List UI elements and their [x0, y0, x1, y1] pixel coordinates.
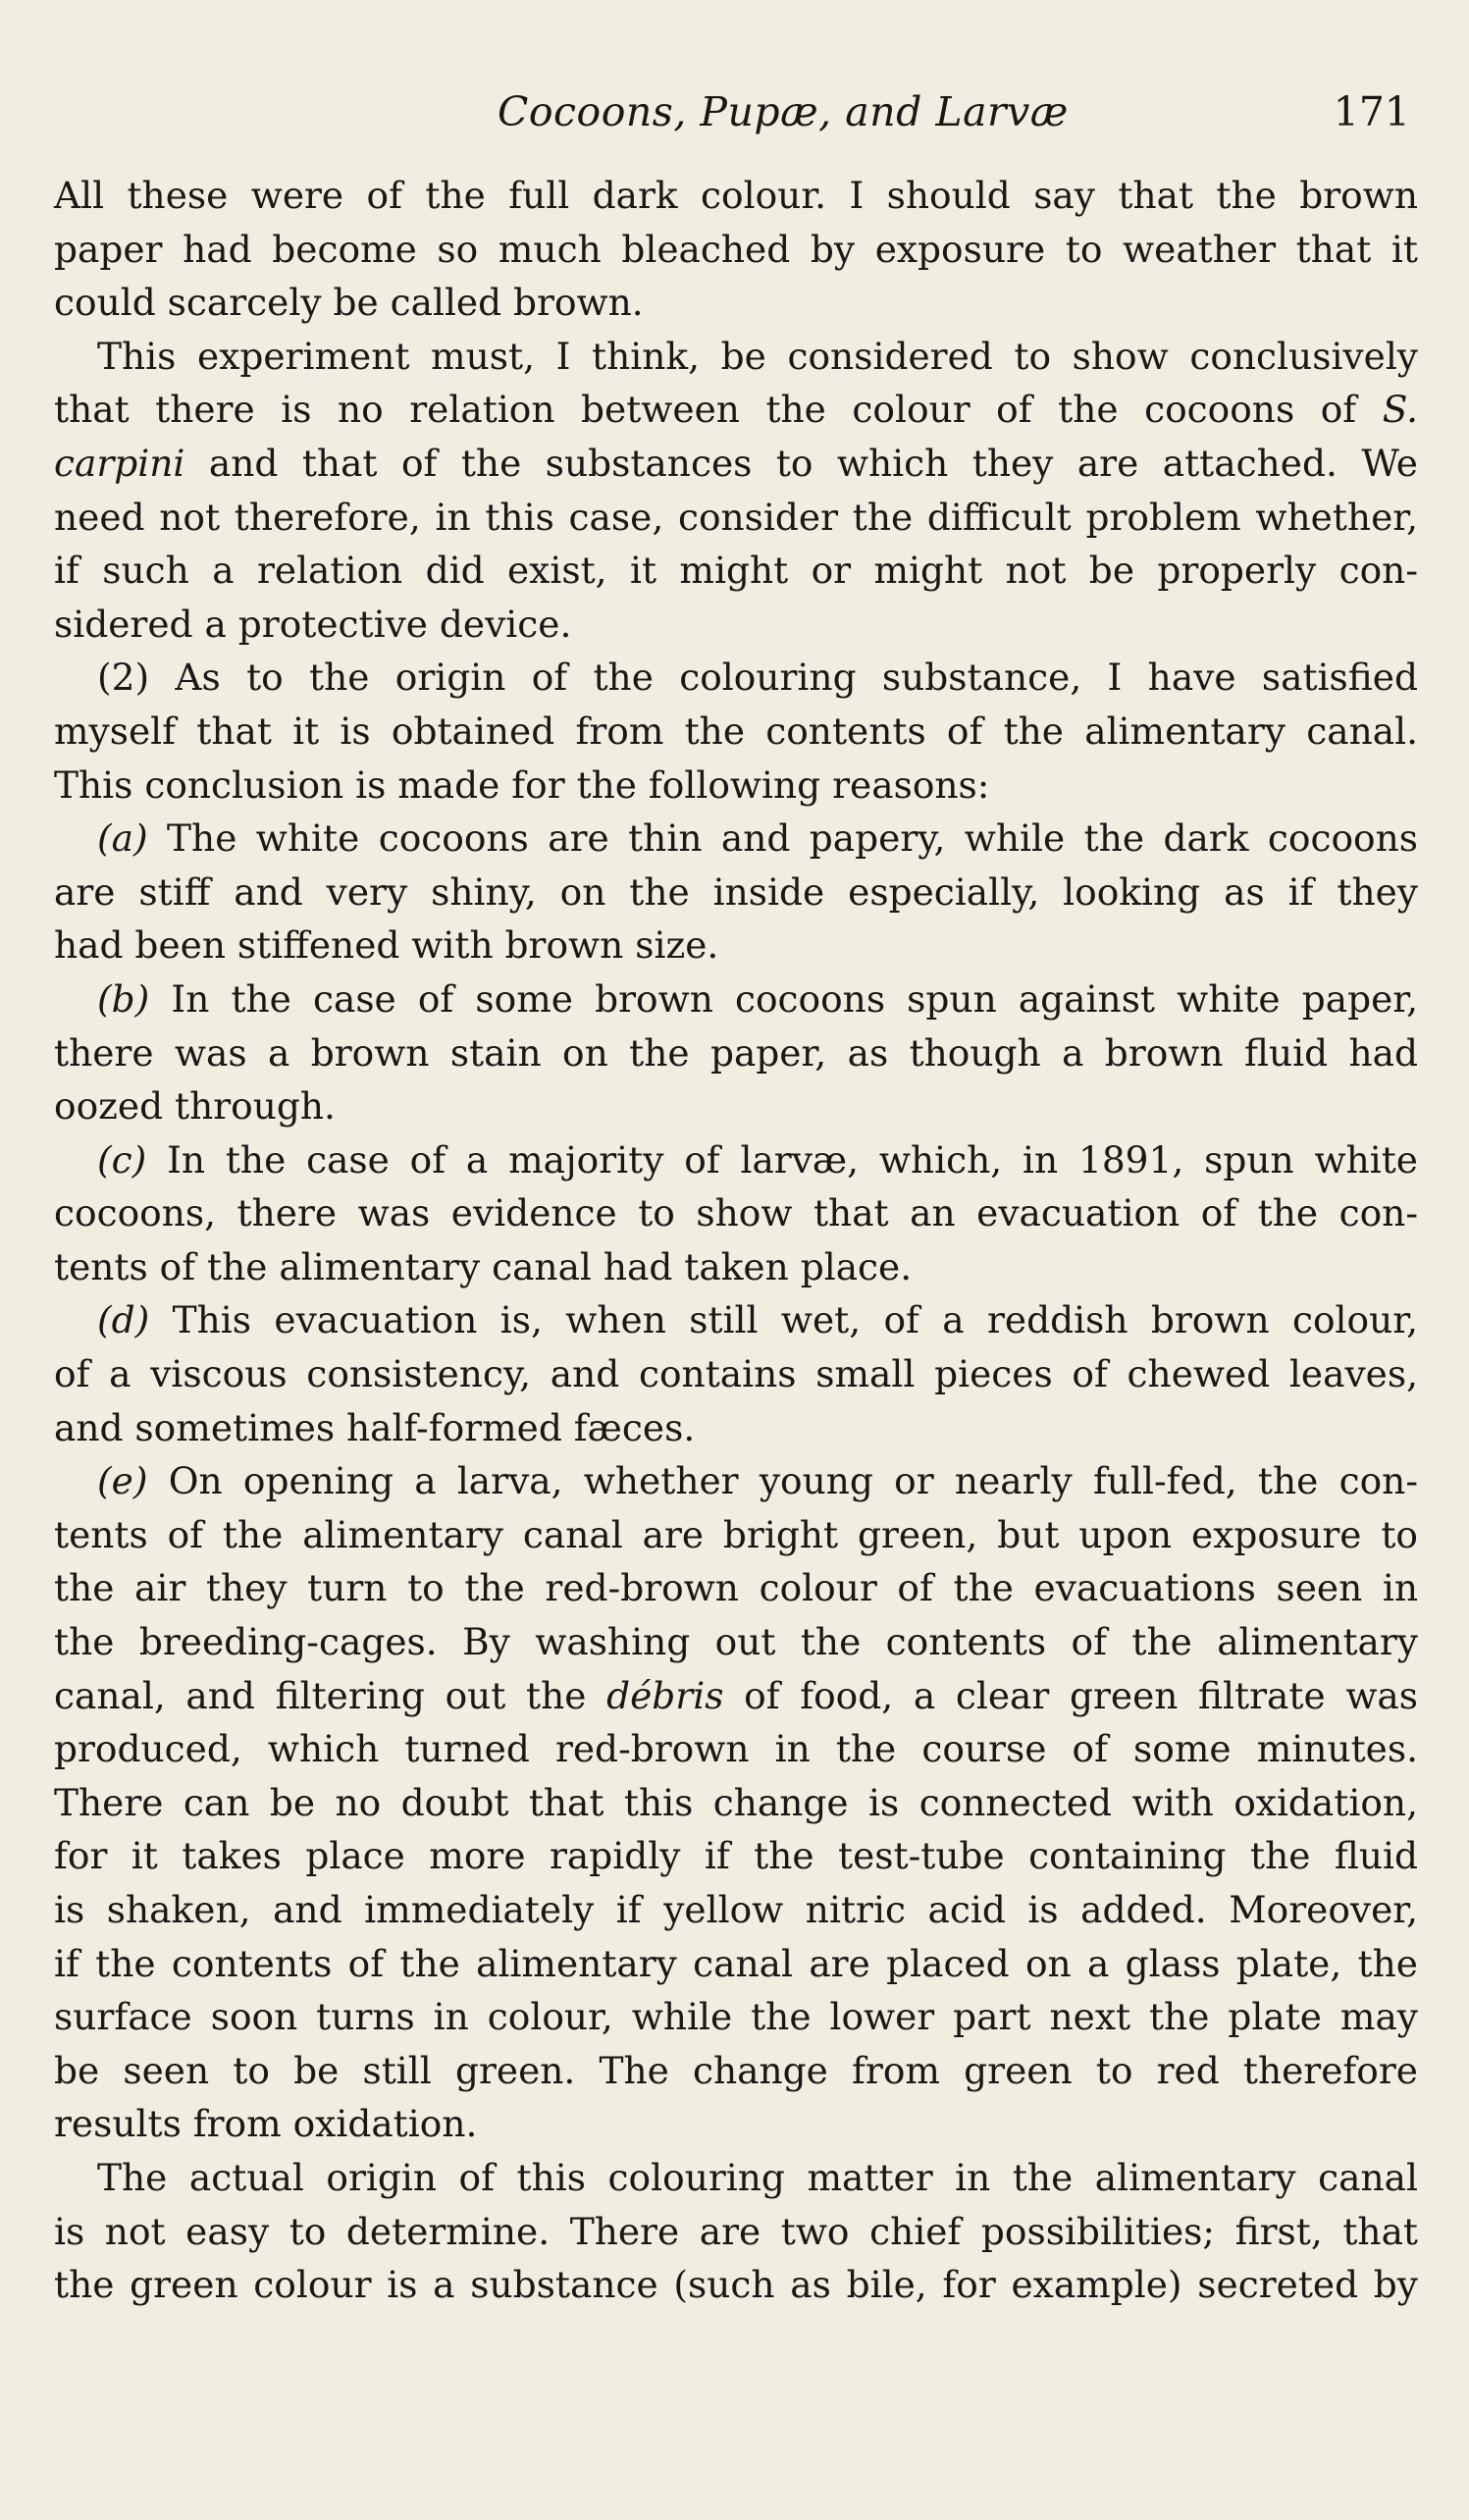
- text-line: if such a relation did exist, it might or might not be properly con-: [54, 549, 1418, 593]
- foreign-word: débris: [606, 1673, 724, 1717]
- text-line: This conclusion is made for the following reasons:: [54, 762, 990, 807]
- text-line: of a viscous consistency, and contains small pieces of chewed leaves,: [54, 1352, 1418, 1396]
- text-line: [54, 1133, 1418, 1187]
- text-fragment: In the case of a majority of larvæ, which, in 1891, spun white: [167, 1137, 1418, 1181]
- text-line: could scarcely be called brown.: [54, 281, 644, 325]
- text-line: results from oxidation.: [54, 2102, 478, 2146]
- text-line: the green colour is a substance (such as bile, for example) secreted by: [54, 2263, 1418, 2307]
- text-line: the air they turn to the red-brown colour of the evacuations seen in: [54, 1566, 1418, 1610]
- text-line: (2) As to the origin of the colouring substance, I have satisfied: [97, 656, 1418, 700]
- text-line: be seen to be still green. The change from green to red therefore: [54, 2048, 1418, 2092]
- text-line: produced, which turned red-brown in the course of some minutes.: [54, 1727, 1418, 1771]
- text-line: is not easy to determine. There are two chief possibilities; first, that: [54, 2209, 1418, 2253]
- text-line: [54, 437, 1418, 491]
- list-label: (d): [97, 1298, 150, 1342]
- text-line: are stiff and very shiny, on the inside especially, looking as if they: [54, 869, 1418, 914]
- text-line: oozed through.: [54, 1084, 336, 1129]
- text-fragment: This evacuation is, when still wet, of a reddish brown colour,: [172, 1298, 1418, 1342]
- text-line: [54, 330, 1418, 384]
- text-line: tents of the alimentary canal are bright green, but upon exposure to: [54, 1512, 1418, 1556]
- text-fragment: On opening a larva, whether young or nearly full-fed, the con-: [168, 1459, 1419, 1503]
- text-line: There can be no doubt that this change is connected with oxidation,: [54, 1780, 1418, 1824]
- text-line: need not therefore, in this case, consider the difficult problem whether,: [54, 495, 1418, 539]
- list-label: (e): [97, 1459, 148, 1503]
- text-line: cocoons, there was evidence to show that an evacuation of the con-: [54, 1191, 1418, 1235]
- text-fragment: and that of the substances to which they are attached. We: [208, 441, 1418, 485]
- text-line: tents of the alimentary canal had taken place.: [54, 1244, 913, 1288]
- species-name-fragment: S.: [1382, 388, 1419, 432]
- running-head: Cocoons, Pupæ, and Larvæ: [498, 88, 1069, 135]
- body-text: [54, 169, 1418, 2312]
- text-line: the breeding-cages. By washing out the contents of the alimentary: [54, 1620, 1418, 1664]
- text-line: myself that it is obtained from the contents of the alimentary canal.: [54, 709, 1418, 753]
- text-line: if the contents of the alimentary canal are placed on a glass plate, the: [54, 1941, 1418, 1985]
- text-fragment: canal, and filtering out the: [54, 1673, 587, 1717]
- text-line: and sometimes half-formed fæces.: [54, 1405, 696, 1449]
- text-fragment: The white cocoons are thin and papery, while the dark cocoons: [167, 816, 1418, 861]
- text-fragment: In the case of some brown cocoons spun against white paper,: [171, 976, 1418, 1021]
- text-line: sidered a protective device.: [54, 602, 572, 646]
- text-line: surface soon turns in colour, while the lower part next the plate may: [54, 1995, 1418, 2039]
- list-label: (a): [97, 816, 148, 861]
- text-line: is shaken, and immediately if yellow nitric acid is added. Moreover,: [54, 1888, 1418, 1931]
- text-line: [54, 812, 1418, 866]
- page-header: [54, 0, 1418, 169]
- text-fragment: that there is no relation between the colour of the cocoons of: [54, 388, 1357, 432]
- text-line: [54, 383, 1418, 437]
- text-line: All these were of the full dark colour. I should say that the brown: [54, 174, 1418, 217]
- text-line: there was a brown stain on the paper, as though a brown fluid had: [54, 1030, 1418, 1075]
- text-line: [54, 1454, 1418, 1508]
- text-line: The actual origin of this colouring matter in the alimentary canal: [97, 2155, 1418, 2199]
- species-name-fragment: carpini: [54, 441, 185, 485]
- text-line: [54, 972, 1418, 1026]
- text-line: for it takes place more rapidly if the test-tube containing the fluid: [54, 1834, 1418, 1878]
- page-number: 171: [1333, 88, 1410, 135]
- text-line: paper had become so much bleached by exposure to weather that it: [54, 227, 1418, 271]
- list-label: (b): [97, 976, 150, 1021]
- list-label: (c): [97, 1137, 147, 1181]
- text-fragment: of food, a clear green filtrate was: [744, 1673, 1419, 1717]
- text-fragment: This experiment must, I think, be considered to show conclusively: [97, 334, 1418, 378]
- text-line: [54, 1669, 1418, 1723]
- text-line: [54, 1293, 1418, 1347]
- text-line: had been stiffened with brown size.: [54, 923, 719, 968]
